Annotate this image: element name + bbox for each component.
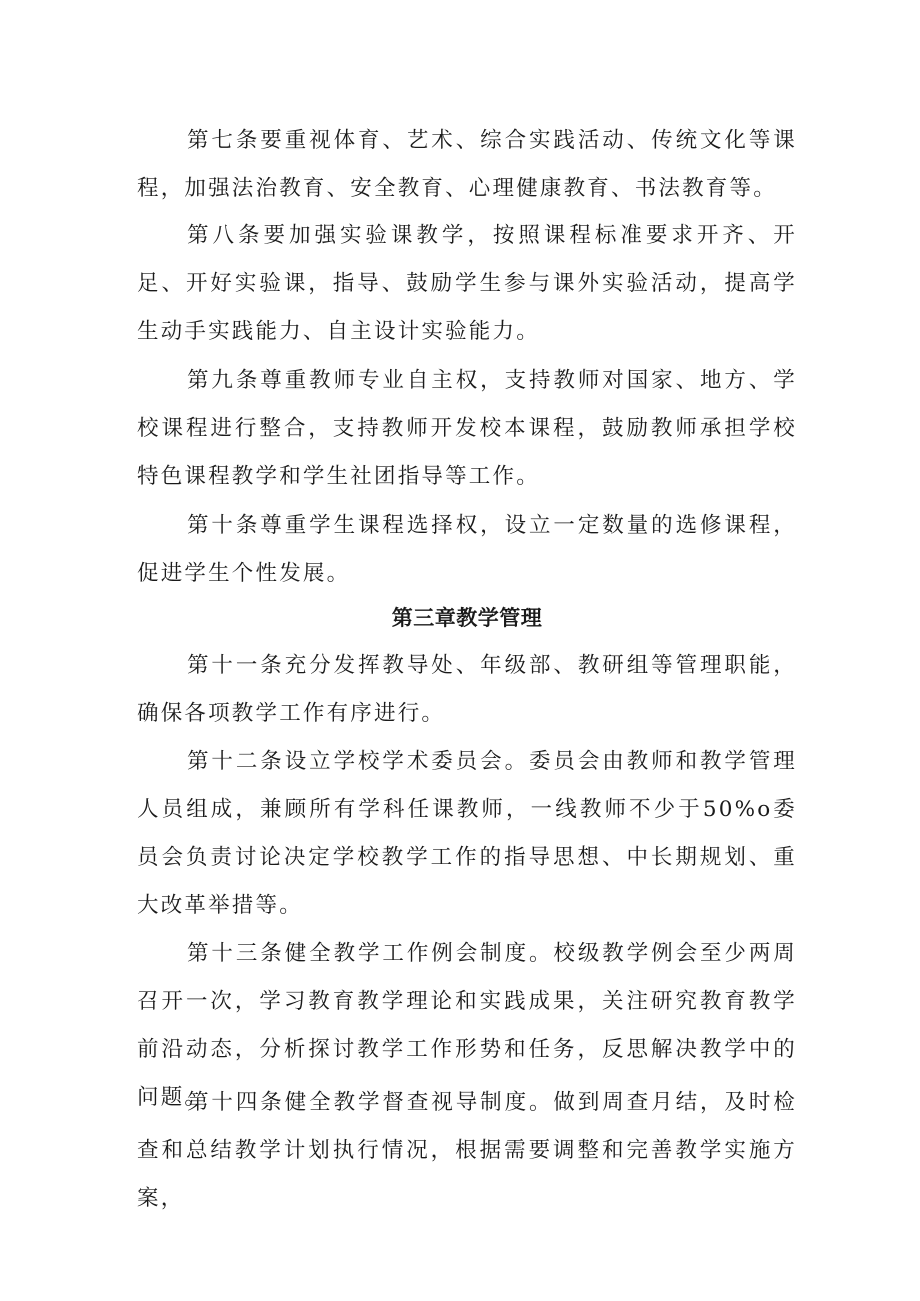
article-8-paragraph: 第八条要加强实验课教学，按照课程标准要求开齐、开足、开好实验课，指导、鼓励学生参与课外实验活动，提高学生动手实践能力、自主设计实验能力。: [137, 223, 797, 344]
article-13-paragraph: 第十三条健全教学工作例会制度。校级教学例会至少两周召开一次，学习教育教学理论和实践成果，关注研究教育教学前沿动态，分析探讨教学工作形势和任务，反思解决教学中的问题。: [137, 941, 797, 1110]
article-7-paragraph: 第七条要重视体育、艺术、综合实践活动、传统文化等课程，加强法治教育、安全教育、心理健康教育、书法教育等。: [137, 128, 797, 201]
article-14-paragraph: 第十四条健全教学督查视导制度。做到周查月结，及时检查和总结教学计划执行情况，根据需要调整和完善教学实施方案，: [137, 1090, 797, 1211]
article-12-paragraph: 第十二条设立学校学术委员会。委员会由教师和教学管理人员组成，兼顾所有学科任课教师，一线教师不少于50%o委员会负责讨论决定学校教学工作的指导思想、中长期规划、重大改革举措等。: [137, 749, 797, 918]
chapter-heading: 第三章教学管理: [391, 606, 543, 630]
article-10-paragraph: 第十条尊重学生课程选择权，设立一定数量的选修课程，促进学生个性发展。: [137, 513, 797, 586]
article-11-paragraph: 第十一条充分发挥教导处、年级部、教研组等管理职能，确保各项教学工作有序进行。: [137, 653, 797, 726]
article-9-paragraph: 第九条尊重教师专业自主权，支持教师对国家、地方、学校课程进行整合，支持教师开发校本课程，鼓励教师承担学校特色课程教学和学生社团指导等工作。: [137, 368, 797, 489]
